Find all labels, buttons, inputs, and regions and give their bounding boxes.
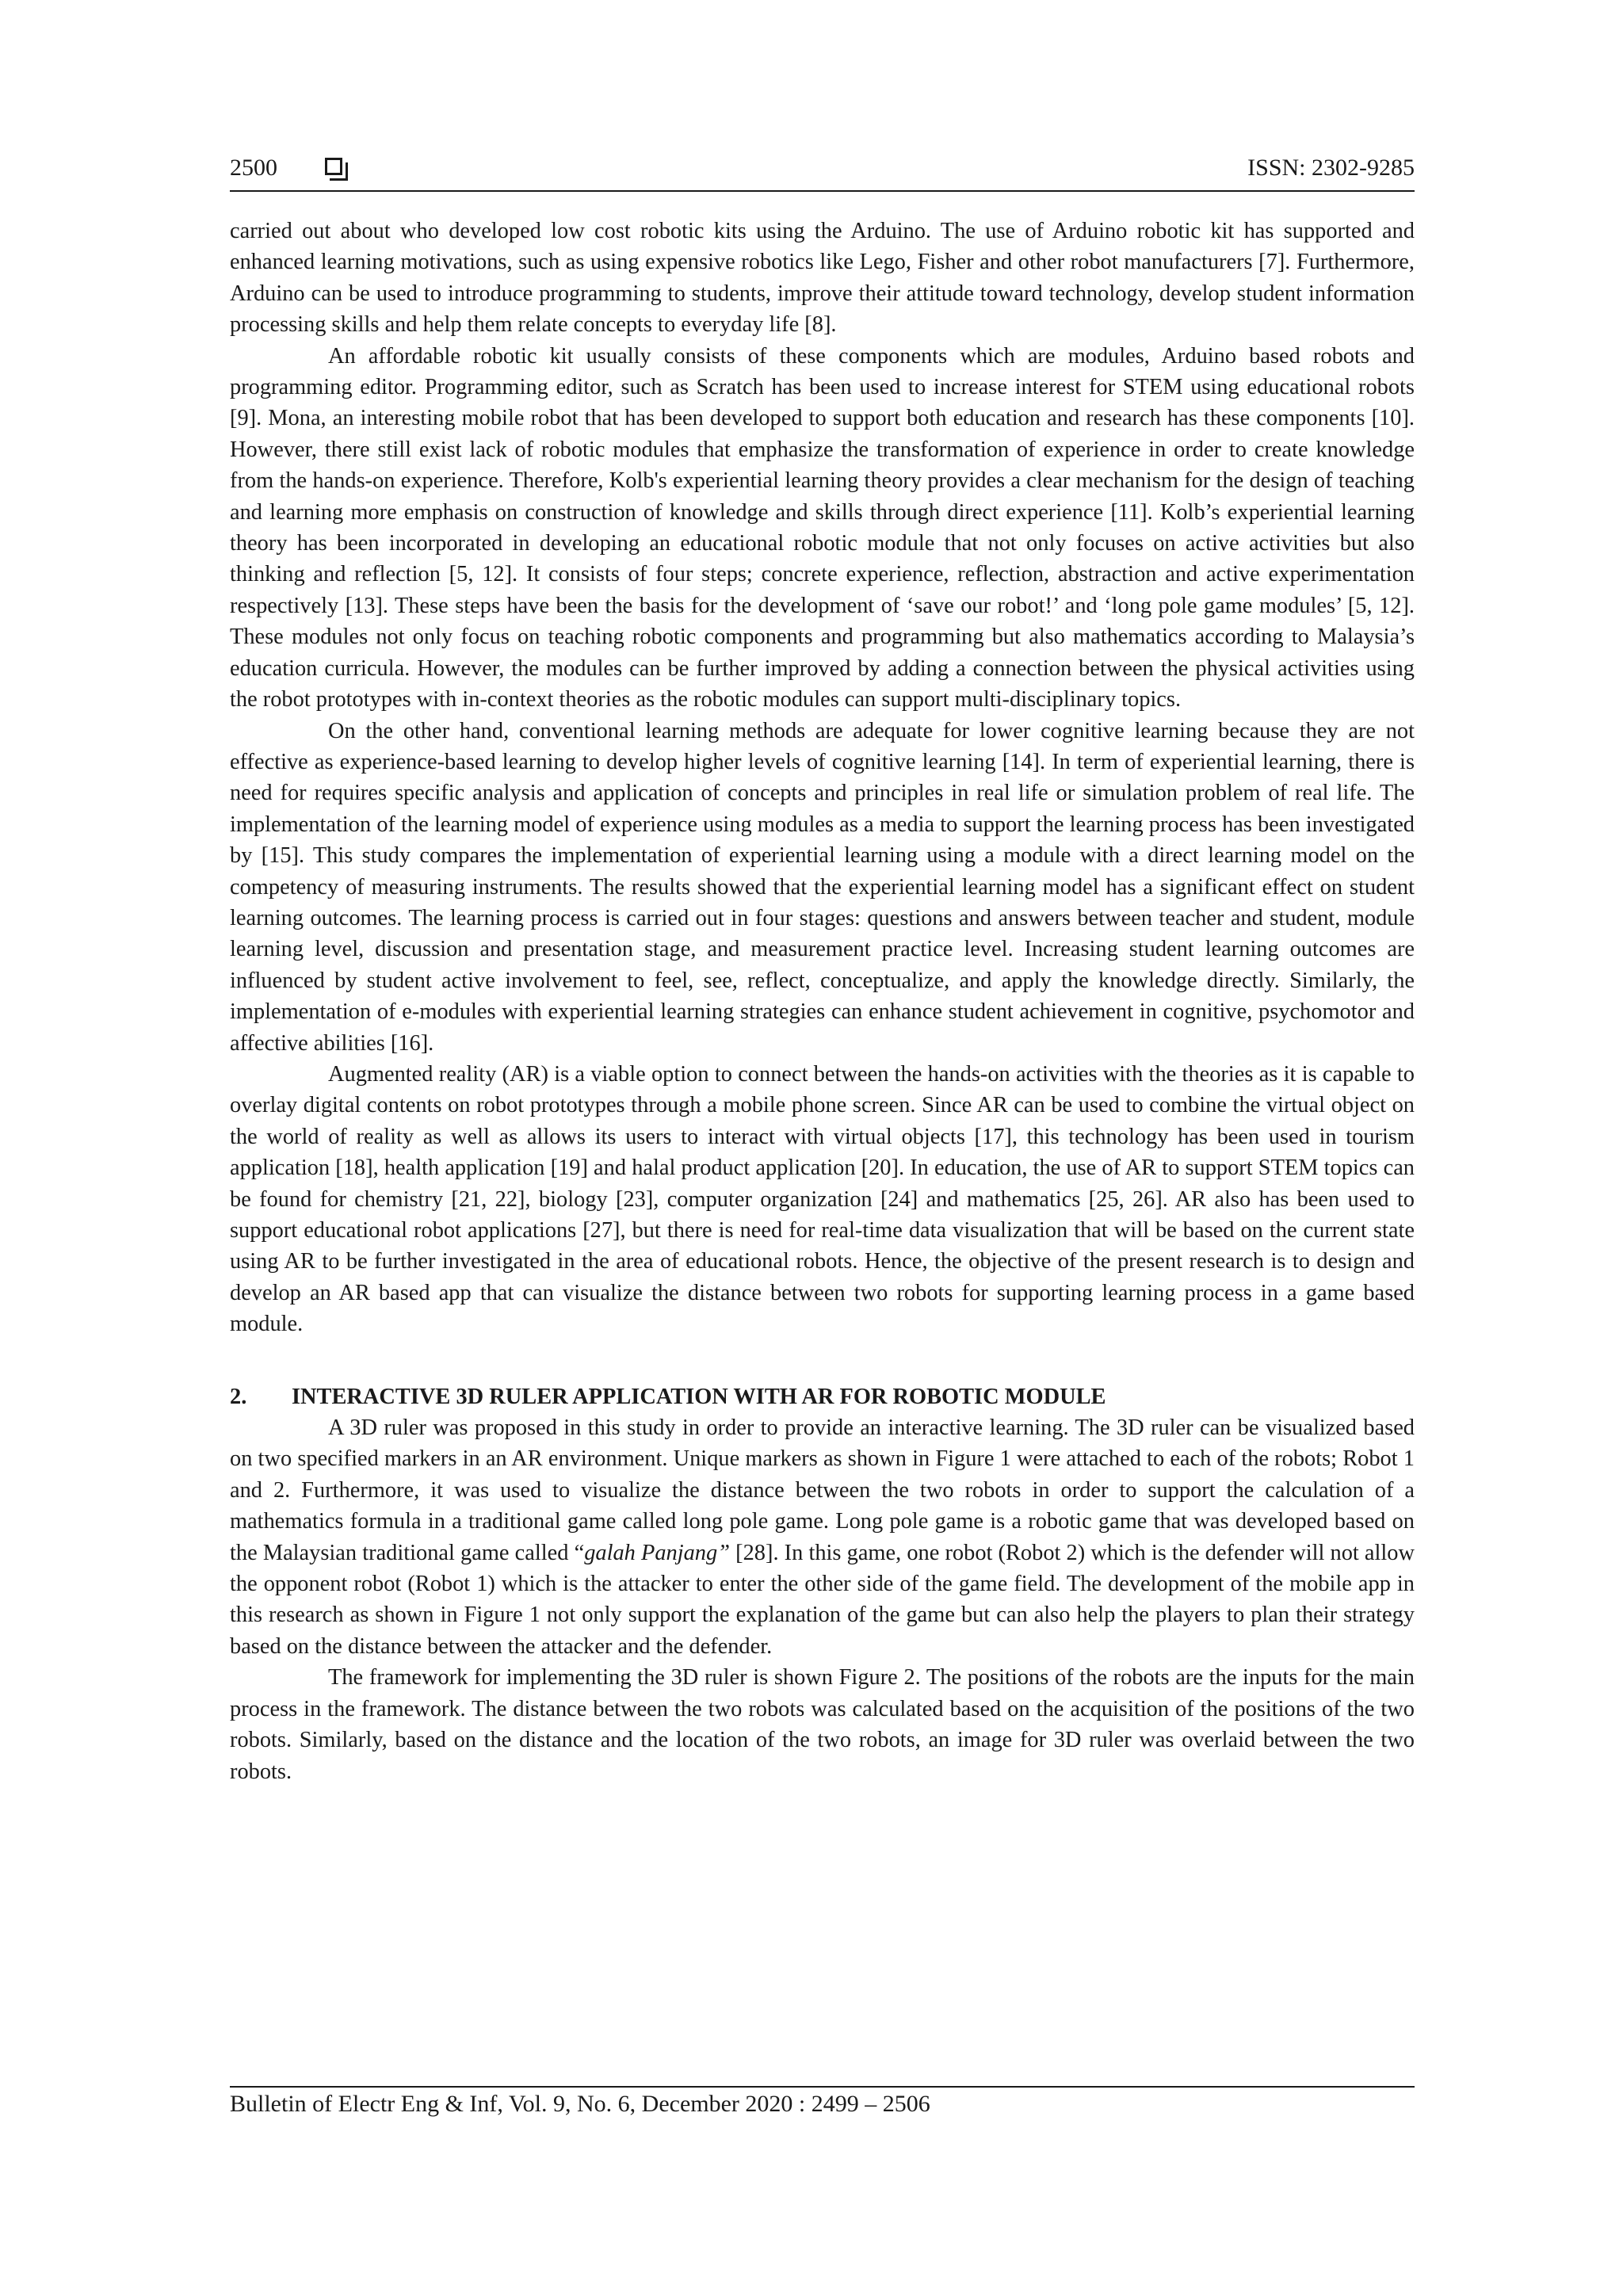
box-icon bbox=[325, 158, 342, 175]
section-paragraph-1-part-a: A 3D ruler was proposed in this study in order to provide an interactive learning. The 3D ruler can be visualized based on two specified markers in an AR environment. Unique markers as shown in Figure 1 were attached to each of the robots; Robot 1 and 2. Furthermore, it was used to visualize the distance between the two robots in order to support the calculation of a mathematics formula in a traditional game called long pole game. Long pole game is a robotic game that was developed based on the Malaysian traditional game called “ bbox=[230, 1415, 1415, 1565]
galah-panjang-italic: galah Panjang” bbox=[584, 1540, 730, 1565]
page-number: 2500 bbox=[230, 155, 277, 181]
paragraph-1: carried out about who developed low cost robotic kits using the Arduino. The use of Arduino robotic kit has supported and enhanced learning motivations, such as using expensive robotics like Lego, Fisher and other robot manufacturers [7]. Furthermore, Arduino can be used to introduce programming to students, improve their attitude toward technology, develop student information processing skills and help them relate concepts to everyday life [8]. bbox=[230, 219, 1415, 338]
section-title: INTERACTIVE 3D RULER APPLICATION WITH AR FOR ROBOTIC MODULE bbox=[292, 1384, 1106, 1409]
body-text bbox=[230, 216, 1415, 1787]
journal-citation: Bulletin of Electr Eng & Inf, Vol. 9, No. 6, December 2020 : 2499 – 2506 bbox=[230, 2091, 930, 2117]
paragraph-3: On the other hand, conventional learning methods are adequate for lower cognitive learning because they are not effective as experience-based learning to develop higher levels of cognitive learning [14]. In term of experiential learning, there is need for requires specific analysis and application of concepts and principles in real life or simulation problem of real life. The implementation of the learning model of experience using modules as a media to support the learning process has been investigated by [15]. This study compares the implementation of experiential learning using a module with a direct learning model on the competency of measuring instruments. The results showed that the experiential learning model has a significant effect on student learning outcomes. The learning process is carried out in four stages: questions and answers between teacher and student, module learning level, discussion and presentation stage, and measurement practice level. Increasing student learning outcomes are influenced by student active involvement to feel, see, reflect, conceptualize, and apply the knowledge directly. Similarly, the implementation of e-modules with experiential learning strategies can enhance student achievement in cognitive, psychomotor and affective abilities [16]. bbox=[230, 718, 1415, 1056]
paragraph-4: Augmented reality (AR) is a viable option to connect between the hands-on activities with the theories as it is capable to overlay digital contents on robot prototypes through a mobile phone screen. Since AR can be used to combine the virtual object on the world of reality as well as allows its users to interact with virtual objects [17], this technology has been used in tourism application [18], health application [19] and halal product application [20]. In education, the use of AR to support STEM topics can be found for chemistry [21, 22], biology [23], computer organization [24] and mathematics [25, 26]. AR also has been used to support educational robot applications [27], but there is need for real-time data visualization that will be based on the current state using AR to be further investigated in the area of educational robots. Hence, the objective of the present research is to design and develop an AR based app that can visualize the distance between two robots for supporting learning process in a game based module. bbox=[230, 1061, 1415, 1337]
page-header bbox=[230, 151, 1415, 192]
section-paragraph-1 bbox=[230, 1412, 1415, 1662]
issn: ISSN: 2302-9285 bbox=[1247, 155, 1415, 181]
page-footer bbox=[230, 2086, 1415, 2118]
section-number: 2. bbox=[230, 1384, 247, 1409]
section-heading bbox=[230, 1381, 1415, 1412]
section-paragraph-1-part-b: [28]. In this game, one robot (Robot 2) which is the defender will not allow the opponent robot (Robot 1) which is the attacker to enter the other side of the game field. The development of the mobile app in this research as shown in Figure 1 not only support the explanation of the game but can also help the players to plan their strategy based on the distance between the attacker and the defender. bbox=[230, 1540, 1415, 1659]
section-paragraph-2: The framework for implementing the 3D ruler is shown Figure 2. The positions of the robots are the inputs for the main process in the framework. The distance between the two robots was calculated based on the acquisition of the positions of the two robots. Similarly, based on the distance and the location of the two robots, an image for 3D ruler was overlaid between the two robots. bbox=[230, 1665, 1415, 1784]
paragraph-2: An affordable robotic kit usually consists of these components which are modules, Arduino based robots and programming editor. Programming editor, such as Scratch has been used to increase interest for STEM using educational robots [9]. Mona, an interesting mobile robot that has been developed to support both education and research has these components [10]. However, there still exist lack of robotic modules that emphasize the transformation of experience in order to create knowledge from the hands-on experience. Therefore, Kolb's experiential learning theory provides a clear mechanism for the design of teaching and learning more emphasis on construction of knowledge and skills through direct experience [11]. Kolb’s experiential learning theory has been incorporated in developing an educational robotic module that not only focuses on active activities but also thinking and reflection [5, 12]. It consists of four steps; concrete experience, reflection, abstraction and active experimentation respectively [13]. These steps have been the basis for the development of ‘save our robot!’ and ‘long pole game modules’ [5, 12]. These modules not only focus on teaching robotic components and programming but also mathematics according to Malaysia’s education curricula. However, the modules can be further improved by adding a connection between the physical activities using the robot prototypes with in-context theories as the robotic modules can support multi-disciplinary topics. bbox=[230, 343, 1415, 712]
